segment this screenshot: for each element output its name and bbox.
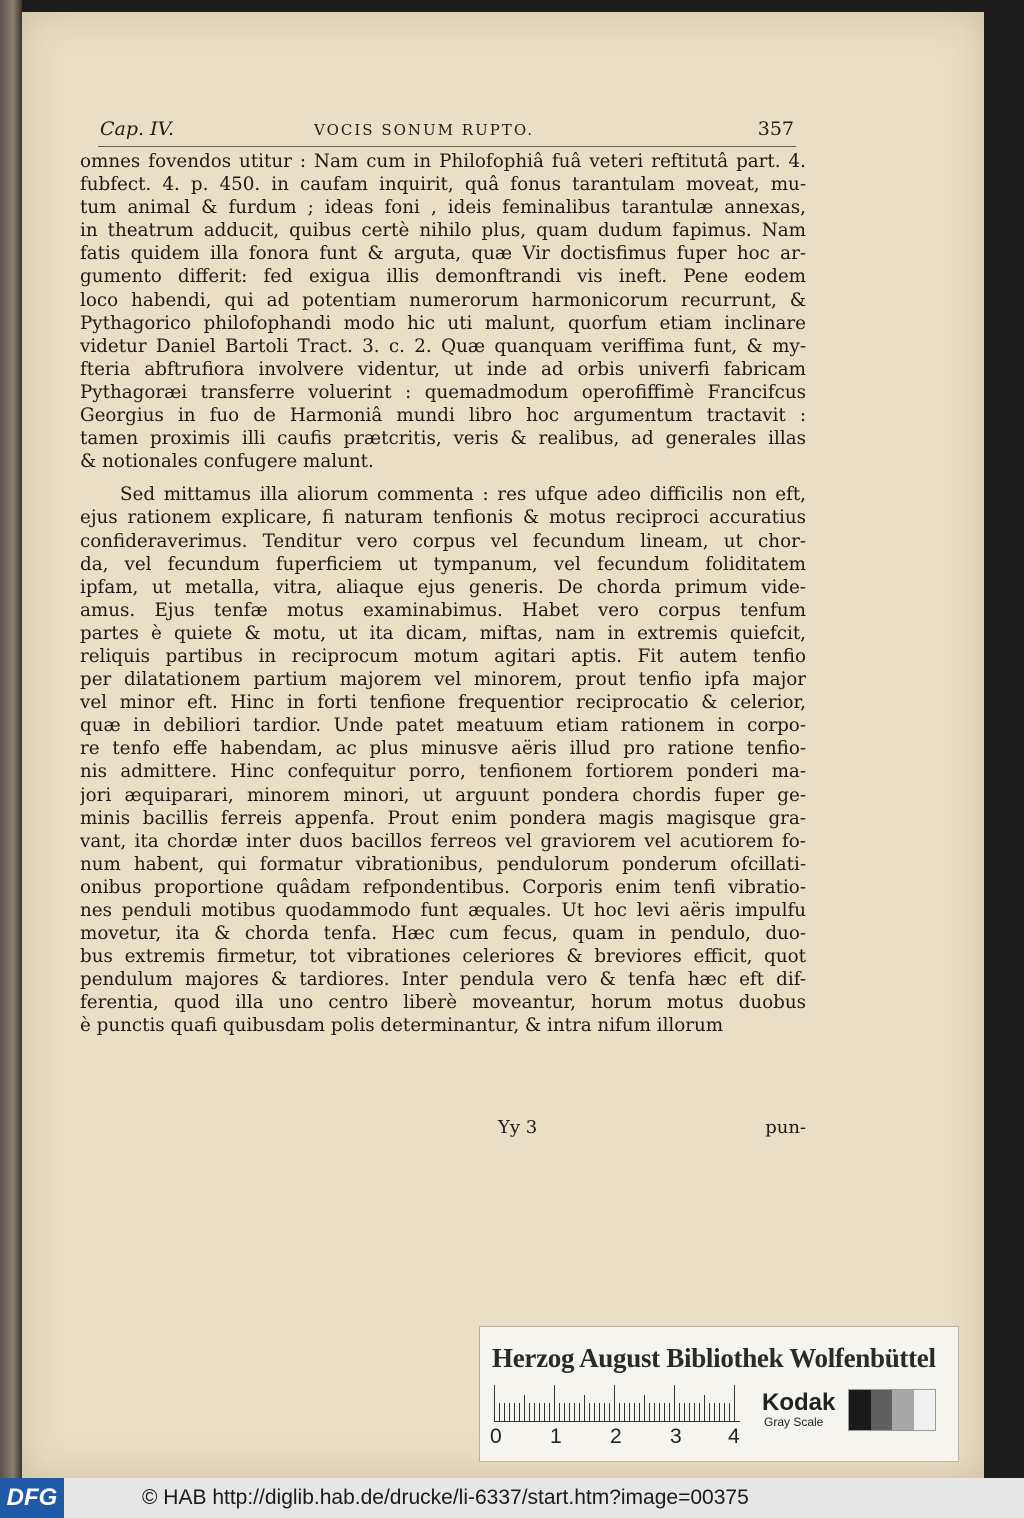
body-text xyxy=(80,150,806,1038)
gray-swatches xyxy=(848,1389,936,1431)
text-line: amus. Ejus tenfæ motus examinabimus. Habet vero corpus tenfum xyxy=(80,599,806,621)
text-line: minis bacillis ferreis appenfa. Prout enim pondera magis magisque gra- xyxy=(80,807,806,829)
text-line: confideraverimus. Tenditur vero corpus vel fecundum lineam, ut chor- xyxy=(80,530,806,552)
ruler-tick xyxy=(544,1403,545,1421)
chapter-label: Cap. IV. xyxy=(100,118,175,140)
text-line: vel minor eft. Hinc in forti tenfione frequentior reciprocatio & celerior, xyxy=(80,692,806,714)
text-line: pendulum majores & tardiores. Inter pendula vero & tenfa hæc eft dif- xyxy=(80,969,806,991)
ruler-tick xyxy=(519,1403,520,1421)
ruler-tick xyxy=(674,1385,675,1421)
text-line: partes è quiete & motu, ut ita dicam, miftas, nam in extremis quiefcit, xyxy=(80,622,806,644)
text-line: fteria abftrufiora involvere videntur, ut inde ad orbis univerfi fabricam xyxy=(80,358,806,380)
measurement-ruler xyxy=(494,1385,740,1427)
ruler-tick xyxy=(629,1403,630,1421)
paragraph-1 xyxy=(80,150,806,473)
ruler-tick xyxy=(619,1403,620,1421)
ruler-tick xyxy=(654,1403,655,1421)
ruler-tick xyxy=(574,1403,575,1421)
text-line: nis admittere. Hinc confequitur porro, tenfionem fortiorem ponderi ma- xyxy=(80,761,806,783)
text-line: fubfect. 4. p. 450. in caufam inquirit, quâ fonus tarantulam moveat, mu- xyxy=(80,174,806,196)
signature-mark: Yy 3 xyxy=(498,1117,538,1138)
ruler-tick xyxy=(509,1403,510,1421)
page-number: 357 xyxy=(757,118,794,140)
catchword: pun- xyxy=(765,1117,806,1138)
text-line: tamen proximis illi caufis prætcritis, veris & realibus, ad generales illas xyxy=(80,428,806,450)
header-rule xyxy=(98,146,796,147)
text-line: reliquis partibus in reciprocum motum agitari aptis. Fit autem tenfio xyxy=(80,645,806,667)
scale-number-2: 2 xyxy=(610,1425,622,1448)
ruler-tick xyxy=(594,1403,595,1421)
kodak-logo: Kodak xyxy=(762,1389,836,1416)
text-line: Georgius in fuo de Harmoniâ mundi libro hoc argumentum tractavit : xyxy=(80,405,806,427)
ruler-tick xyxy=(624,1403,625,1421)
ruler-tick xyxy=(514,1403,515,1421)
text-line: quæ in debiliori tardior. Unde patet meatuum etiam rationem in corpo- xyxy=(80,715,806,737)
running-title: VOCIS SONUM RUPTO. xyxy=(314,121,534,139)
text-line: ipfam, ut metalla, vitra, aliaque ejus generis. De chorda primum vide- xyxy=(80,576,806,598)
text-line: vant, ita chordæ inter duos bacillos ferreos vel graviorem vel acutiorem fo- xyxy=(80,830,806,852)
ruler-tick xyxy=(549,1403,550,1421)
page-footer xyxy=(80,1117,806,1141)
ruler-tick xyxy=(709,1403,710,1421)
ruler-tick xyxy=(659,1403,660,1421)
text-line: ferentia, quod illa uno centro liberè moveantur, horum motus duobus xyxy=(80,992,806,1014)
ruler-tick xyxy=(634,1403,635,1421)
scale-number-0: 0 xyxy=(490,1425,502,1448)
ruler-tick xyxy=(604,1403,605,1421)
text-line: bus extremis firmetur, tot vibrationes celeriores & breviores efficit, quot xyxy=(80,946,806,968)
ruler-tick xyxy=(564,1403,565,1421)
copyright-link[interactable]: © HAB http://diglib.hab.de/drucke/li-6337/start.htm?image=00375 xyxy=(142,1486,749,1509)
text-line: tum animal & furdum ; ideas foni , ideis feminalibus tarantulæ annexas, xyxy=(80,197,806,219)
text-line: videtur Daniel Bartoli Tract. 3. c. 2. Quæ quanquam veriffima funt, & my- xyxy=(80,335,806,357)
ruler-tick xyxy=(644,1395,645,1421)
ruler-tick xyxy=(524,1395,525,1421)
text-line: Pythagorico philofophandi modo hic uti malunt, quorfum etiam inclinare xyxy=(80,312,806,334)
text-line: Pythagoræi transferre voluerint : quemadmodum operofiffimè Francifcus xyxy=(80,381,806,403)
ruler-tick xyxy=(719,1403,720,1421)
ruler-tick xyxy=(614,1385,615,1421)
ruler-tick xyxy=(694,1403,695,1421)
text-line: Sed mittamus illa aliorum commenta : res ufque adeo difficilis non eft, xyxy=(120,484,806,506)
ruler-tick xyxy=(529,1403,530,1421)
text-line: gumento differit: fed exigua illis demonftrandi vis ineft. Pene eodem xyxy=(80,266,806,288)
ruler-tick xyxy=(554,1385,555,1421)
text-line: ejus rationem explicare, fi naturam tenfionis & motus reciproci accuratius xyxy=(80,507,806,529)
ruler-tick xyxy=(689,1403,690,1421)
scale-number-4: 4 xyxy=(728,1425,740,1448)
library-color-card xyxy=(479,1326,959,1462)
ruler-tick xyxy=(729,1403,730,1421)
ruler-tick xyxy=(539,1403,540,1421)
ruler-tick xyxy=(599,1403,600,1421)
text-line: movetur, ita & chorda tenfa. Hæc cum fecus, quam in pendulo, duo- xyxy=(80,923,806,945)
ruler-tick xyxy=(714,1403,715,1421)
ruler-tick xyxy=(684,1403,685,1421)
running-head xyxy=(100,118,794,148)
ruler-tick xyxy=(584,1395,585,1421)
gray-scale-label: Gray Scale xyxy=(764,1415,824,1429)
ruler-tick xyxy=(534,1403,535,1421)
ruler-tick xyxy=(499,1403,500,1421)
text-line: in theatrum adducit, quibus certè nihilo plus, quam dudum fapimus. Nam xyxy=(80,220,806,242)
ruler-tick xyxy=(559,1403,560,1421)
text-line: da, vel fecundum fuperficiem ut tympanum, vel fecundum foliditatem xyxy=(80,553,806,575)
ruler-tick xyxy=(649,1403,650,1421)
ruler-tick xyxy=(734,1385,735,1421)
ruler-tick xyxy=(494,1385,495,1421)
scale-number-1: 1 xyxy=(550,1425,562,1448)
text-line: num habent, qui formatur vibrationibus, pendulorum ponderum ofcillati- xyxy=(80,853,806,875)
text-line: re tenfo effe habendam, ac plus minusve aëris illud pro ratione tenfio- xyxy=(80,738,806,760)
ruler-tick xyxy=(579,1403,580,1421)
ruler-tick xyxy=(609,1403,610,1421)
ruler-tick xyxy=(724,1403,725,1421)
ruler-tick xyxy=(504,1403,505,1421)
text-line: onibus proportione quâdam refpondentibus. Corporis enim tenfi vibratio- xyxy=(80,876,806,898)
library-name: Herzog August Bibliothek Wolfenbüttel xyxy=(492,1343,936,1373)
ruler-tick xyxy=(699,1403,700,1421)
ruler-tick xyxy=(569,1403,570,1421)
text-line: fatis quidem illa fonora funt & arguta, quæ Vir doctisfimus fuper hoc ar- xyxy=(80,243,806,265)
ruler-tick xyxy=(704,1395,705,1421)
adjacent-page-edge xyxy=(0,0,22,1478)
text-line: è punctis quafi quibusdam polis determinantur, & intra nifum illorum xyxy=(80,1015,724,1037)
text-line: loco habendi, qui ad potentiam numerorum harmonicorum recurrunt, & xyxy=(80,289,806,311)
paragraph-2 xyxy=(80,483,806,1037)
dfg-logo: DFG xyxy=(0,1478,64,1518)
scale-number-3: 3 xyxy=(670,1425,682,1448)
ruler-tick xyxy=(664,1403,665,1421)
ruler-tick xyxy=(639,1403,640,1421)
text-line: per dilatationem partium majorem vel minorem, prout tenfio ipfa major xyxy=(80,669,806,691)
text-line: jori æquiparari, minorem minori, ut arguunt pondera chordis fuper ge- xyxy=(80,784,806,806)
ruler-tick xyxy=(669,1403,670,1421)
text-line: omnes fovendos utitur : Nam cum in Philofophiâ fuâ veteri reftitutâ part. 4. xyxy=(80,151,806,172)
text-line: nes penduli motibus quodammodo funt æquales. Ut hoc levi aëris impulfu xyxy=(80,900,806,921)
ruler-tick xyxy=(679,1403,680,1421)
ruler-tick xyxy=(589,1403,590,1421)
text-line: & notionales confugere malunt. xyxy=(80,451,374,473)
